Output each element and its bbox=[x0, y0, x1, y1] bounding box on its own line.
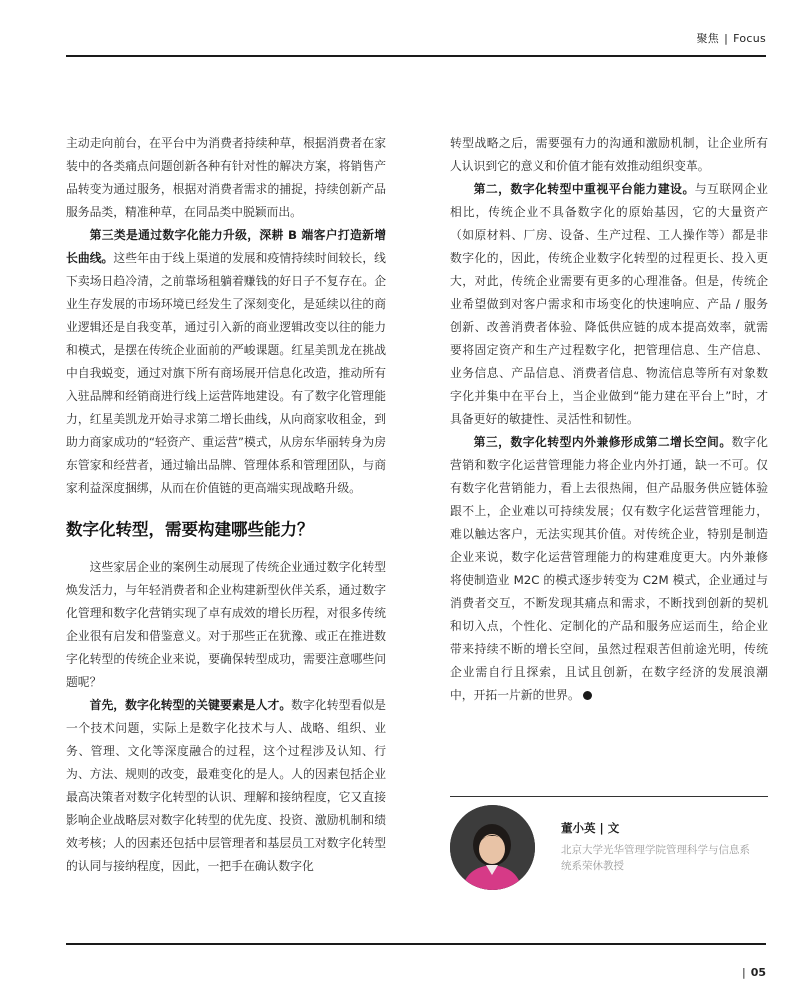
left-paragraph-4-text: 数字化转型看似是一个技术问题，实际上是数字化技术与人、战略、组织、业务、管理、文化等深度融合的过程，这个过程涉及认知、行为、方法、规则的改变，最难变化的是人。人的因素包括企业最高决策者对数字化转型的认识、理解和接纳程度，它又直接影响企业战略层对数字化转型的优先度、投资、激励机制和绩效考核；人的因素还包括中层管理者和基层员工对数字化转型的认同与接纳程度，因此，一把手在确认数字化 bbox=[66, 698, 386, 873]
right-paragraph-3-lead: 第三，数字化转型内外兼修形成第二增长空间。 bbox=[473, 435, 732, 449]
section-label-en: Focus bbox=[733, 32, 766, 45]
author-name: 董小英 bbox=[561, 821, 596, 835]
author-avatar bbox=[450, 805, 535, 890]
section-label-cn: 聚焦 bbox=[696, 32, 720, 45]
author-divider bbox=[450, 796, 768, 797]
page-number-bar: | bbox=[741, 966, 746, 979]
author-portrait-icon bbox=[450, 805, 535, 890]
right-paragraph-1: 转型战略之后，需要强有力的沟通和激励机制，让企业所有人认识到它的意义和价值才能有效推动组织变革。 bbox=[450, 136, 768, 173]
right-column bbox=[450, 132, 768, 707]
header-separator: | bbox=[724, 32, 729, 45]
page-number-value: 05 bbox=[750, 966, 766, 979]
left-paragraph-4-lead: 首先，数字化转型的关键要素是人才。 bbox=[89, 698, 292, 712]
left-paragraph-2 bbox=[66, 224, 386, 500]
header-rule bbox=[66, 55, 766, 57]
author-byline bbox=[561, 820, 619, 836]
right-paragraph-2-lead: 第二，数字化转型中重视平台能力建设。 bbox=[473, 182, 695, 196]
end-mark-icon bbox=[583, 691, 592, 700]
author-separator: | bbox=[599, 821, 604, 835]
right-paragraph-3-text: 数字化营销和数字化运营管理能力将企业内外打通，缺一不可。仅有数字化营销能力，看上去很热闹，但产品服务供应链体验跟不上，企业难以可持续发展；仅有数字化运营管理能力，难以触达客户，无法实现其价值。对传统企业，特别是制造企业来说，数字化运营管理能力的构建难度更大。内外兼修将使制造业 M2C 的模式逐步转变为 C2M 模式，企业通过与消费者交互，不断发现其痛点和需求，不断找到创新的契机和切入点，个性化、定制化的产品和服务应运而生，给企业带来持续不断的增长空间，虽然过程艰苦但前途光明，传统企业需自行且探索，且试且创新，在数字经济的发展浪潮中，开拓一片新的世界。 bbox=[450, 435, 768, 702]
author-description: 北京大学光华管理学院管理科学与信息系统系荣休教授 bbox=[561, 844, 750, 872]
right-paragraph-2-text: 与互联网企业相比，传统企业不具备数字化的原始基因，它的大量资产（如原材料、厂房、设备、生产过程、工人操作等）都是非数字化的，因此，传统企业数字化转型的过程更长、投入更大，对此，传统企业需要有更多的心理准备。但是，传统企业希望做到对客户需求和市场变化的快速响应、产品 / 服务创新、改善消费者体验、降低供应链的成本提高效率，就需要将固定资产和生产过程数字化，把管理信息、生产信息、业务信息、产品信息、消费者信息、物流信息等所有对象数字化并集中在平台上，当企业做到“能力建在平台上”时，才具备更好的敏捷性、灵活性和韧性。 bbox=[450, 182, 768, 426]
page-number bbox=[742, 966, 766, 979]
right-paragraph-3 bbox=[450, 431, 768, 707]
right-paragraph-2 bbox=[450, 178, 768, 431]
avatar-bubble-tip bbox=[529, 823, 535, 839]
left-paragraph-2-lead: 第三类是通过数字化能力升级，深耕 B 端客户打造新增长曲线。 bbox=[66, 228, 386, 265]
author-role: 文 bbox=[607, 821, 620, 835]
left-paragraph-2-text: 这些年由于线上渠道的发展和疫情持续时间较长，线下卖场日趋冷清，之前靠场租躺着赚钱的好日子不复存在。企业生存发展的市场环境已经发生了深刻变化，是延续以往的商业逻辑还是自我变革，通过引入新的商业逻辑改变以往的能力和模式，是摆在传统企业面前的严峻课题。红星美凯龙在挑战中自我蜕变，通过对旗下所有商场展开信息化改造，推动所有入驻品牌和经销商进行线上运营阵地建设。有了数字化管理能力，红星美凯龙开始寻求第二增长曲线，从向商家收租金，到助力商家成功的“轻资产、重运营”模式，从房东华丽转身为房东管家和经营者，通过输出品牌、管理体系和管理团队，与商家利益深度捆绑，从而在价值链的更高端实现战略升级。 bbox=[66, 251, 386, 495]
section-heading: 数字化转型，需要构建哪些能力？ bbox=[66, 520, 314, 539]
left-paragraph-4 bbox=[66, 694, 386, 878]
footer-rule bbox=[66, 943, 766, 945]
left-paragraph-1: 主动走向前台，在平台中为消费者持续种草，根据消费者在家装中的各类痛点问题创新各种有针对性的解决方案，将销售产品转变为通过服务，根据对消费者需求的捕捉，持续创新产品服务品类，精准种草，在同品类中脱颖而出。 bbox=[66, 136, 386, 219]
left-column bbox=[66, 132, 386, 878]
section-header bbox=[696, 30, 766, 46]
left-paragraph-3: 这些家居企业的案例生动展现了传统企业通过数字化转型焕发活力，与年轻消费者和企业构建新型伙伴关系，通过数字化管理和数字化营销实现了卓有成效的增长历程，对很多传统企业很有启发和借鉴意义。对于那些正在犹豫、或正在推进数字化转型的传统企业来说，要确保转型成功，需要注意哪些问题呢？ bbox=[66, 560, 386, 689]
